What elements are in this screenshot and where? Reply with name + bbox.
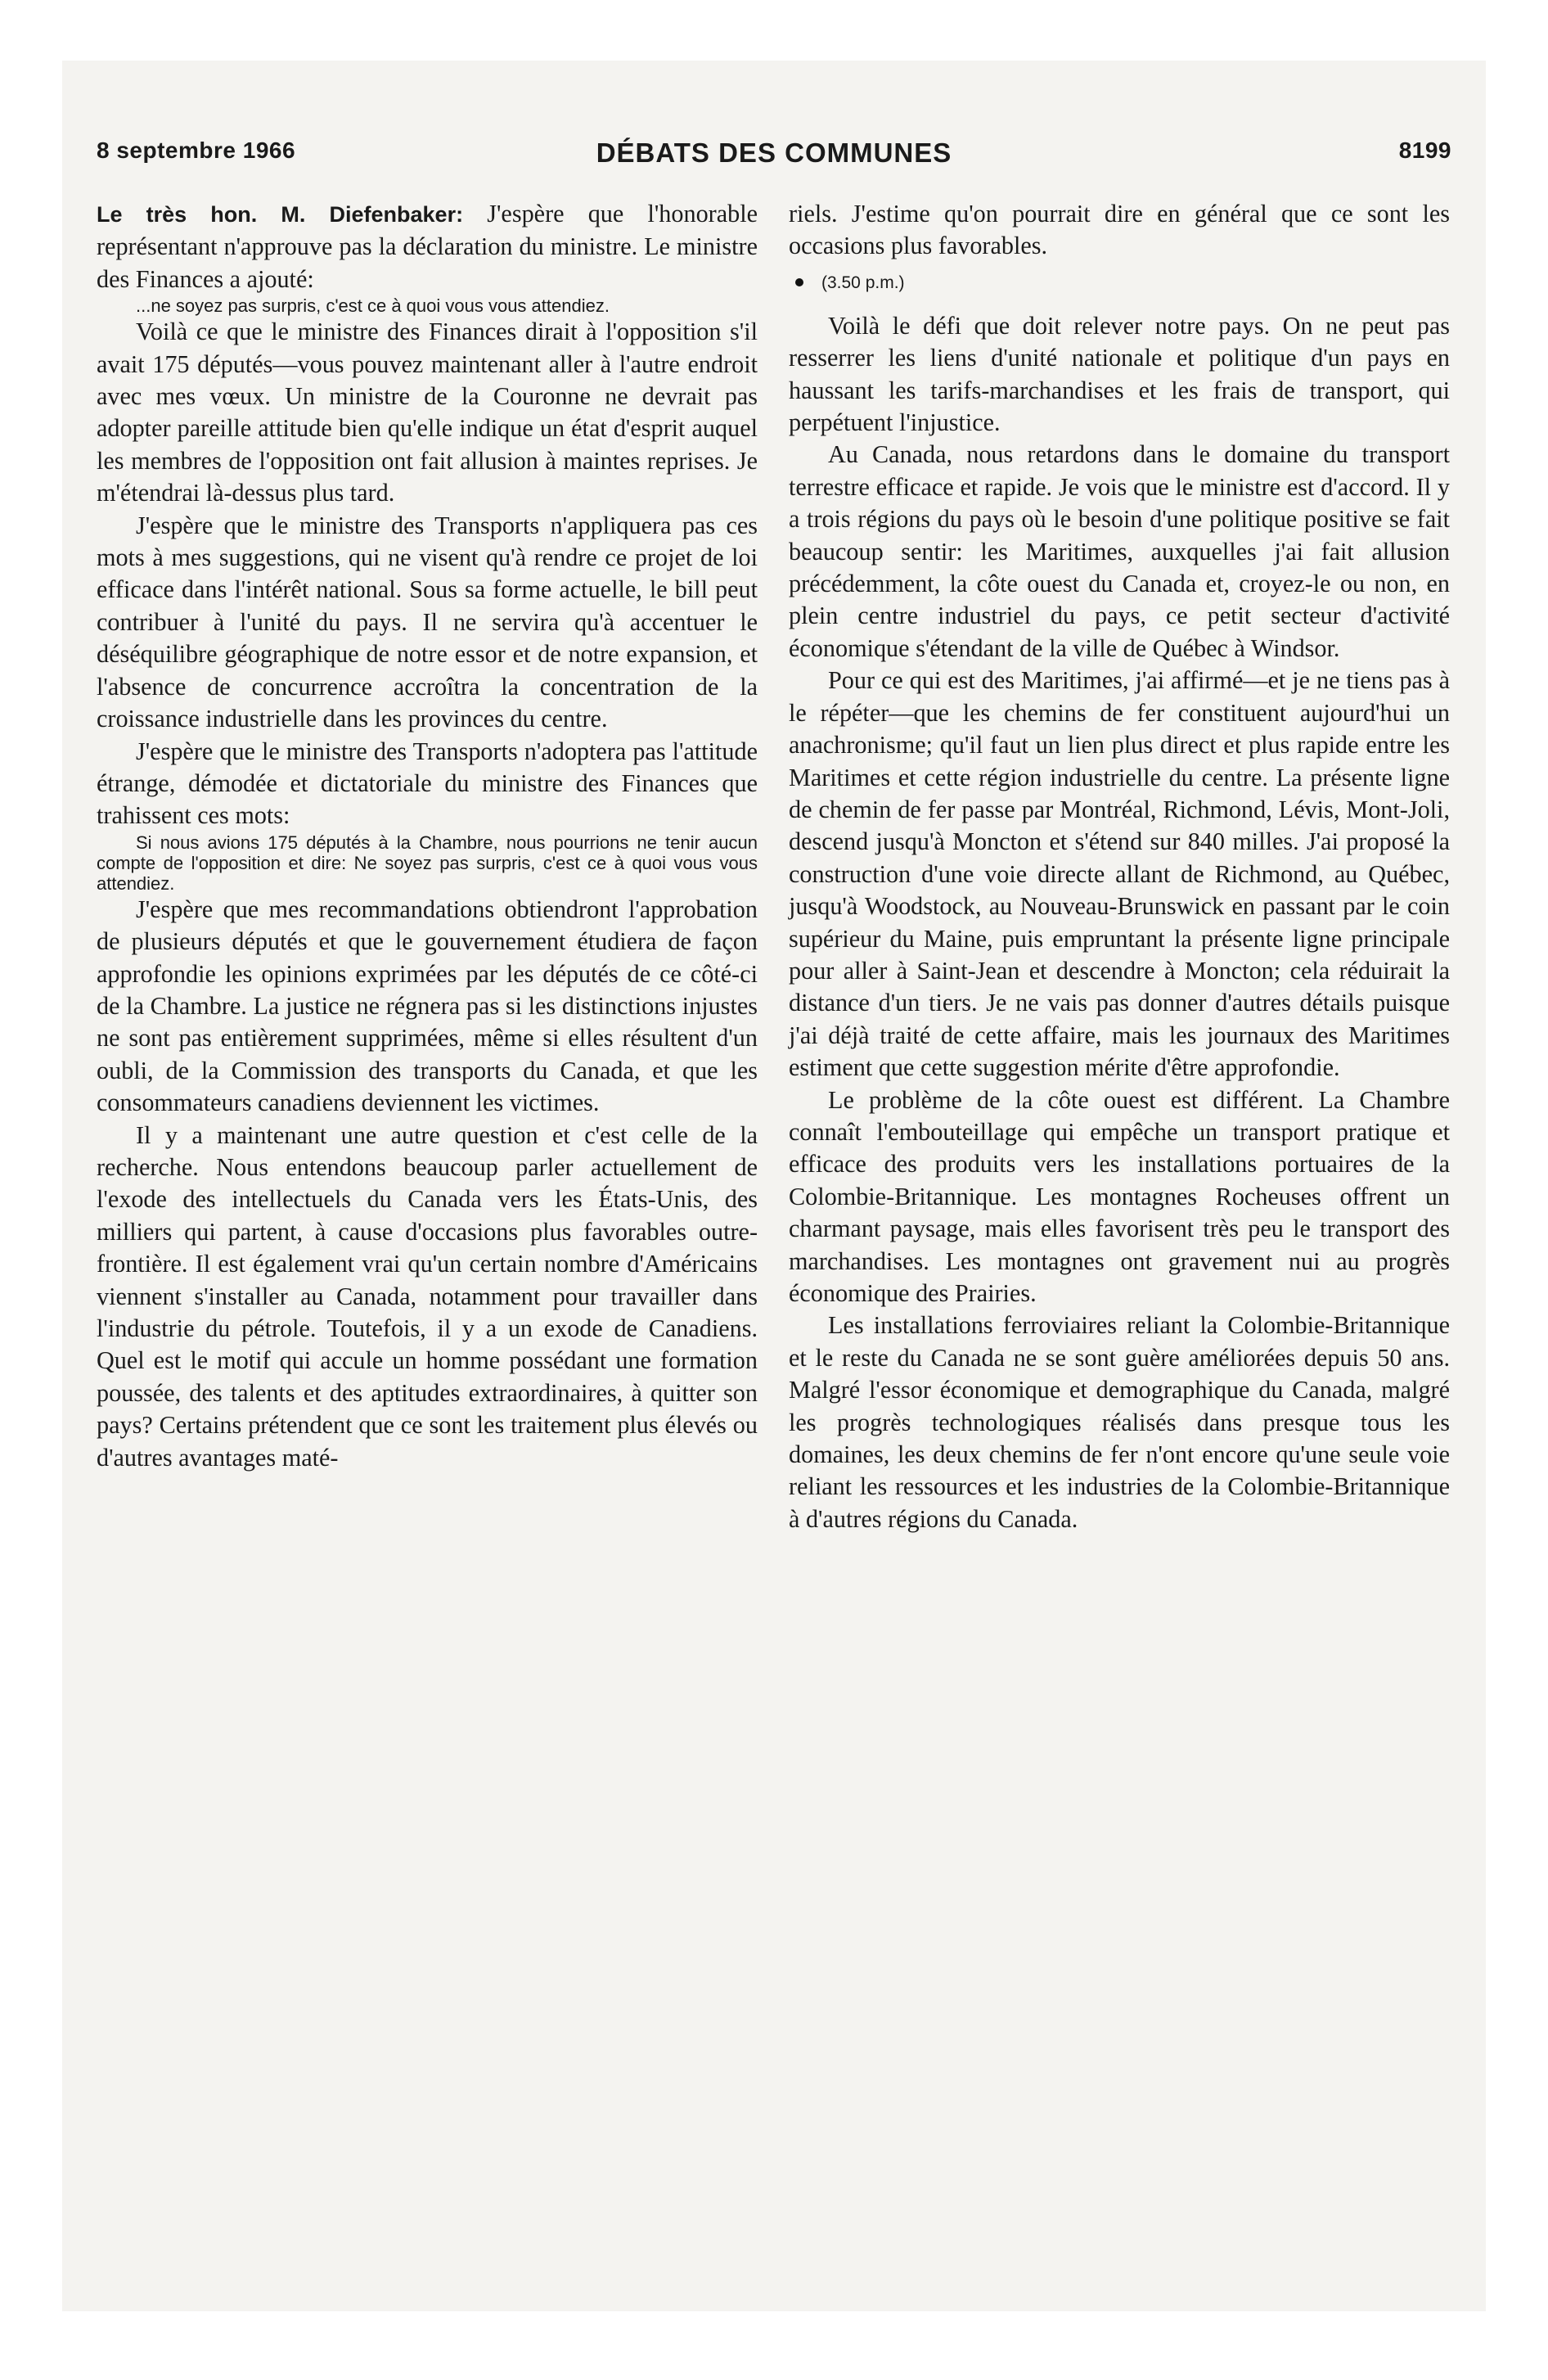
- right-column: [789, 198, 1450, 1535]
- paragraph: Voilà le défi que doit relever notre pays. On ne peut pas resserrer les liens d'unité nationale et politique d'un pays en haussant les tarifs-marchandises et les frais de transport, qui perpétuent l'injustice.: [789, 311, 1450, 437]
- paragraph: Au Canada, nous retardons dans le domaine du transport terrestre efficace et rapide. Je vois que le ministre est d'accord. Il y a trois régions du pays où le besoin d'une politique positive se fait beaucoup sentir: les Maritimes, auxquelles j'ai fait allusion précédemment, la côte ouest du Canada et, croyez-le ou non, en plein centre industriel du pays, ce petit secteur d'activité économique s'étendant de la ville de Québec à Windsor.: [789, 440, 1450, 662]
- page-number: 8199: [1398, 137, 1451, 163]
- header-title: DÉBATS DES COMMUNES: [596, 137, 952, 168]
- paragraph: J'espère que le ministre des Transports n'adoptera pas l'attitude étrange, démodée et dictatoriale du ministre des Finances que trahissent ces mots:: [97, 737, 758, 830]
- paragraph: Les installations ferroviaires reliant la Colombie-Britannique et le reste du Canada ne se sont guère améliorées depuis 50 ans. Malgré l'essor économique et demographique du Canada, malgré les progrès technologiques réalisés dans presque tous les domaines, les deux chemins de fer n'ont encore qu'une seule voie reliant les ressources et les industries de la Colombie-Britannique à d'autres régions du Canada.: [789, 1311, 1450, 1533]
- paragraph: Il y a maintenant une autre question et c'est celle de la recherche. Nous entendons beaucoup parler actuellement de l'exode des intellectuels du Canada vers les États-Unis, des milliers qui partent, à cause d'occasions plus favorables outre-frontière. Il est également vrai qu'un certain nombre d'Américains viennent s'installer au Canada, notamment pour travailler dans l'industrie du pétrole. Toutefois, il y a un exode de Canadiens. Quel est le motif qui accule un homme possédant une formation poussée, des talents et des aptitudes extraordinaires, à quitter son pays? Certains prétendent que ce sont les traitement plus élevés ou d'autres avantages maté-: [97, 1120, 758, 1472]
- paragraph: J'espère que le ministre des Transports n'appliquera pas ces mots à mes suggestions, qui ne visent qu'à rendre ce projet de loi efficace dans l'intérêt national. Sous sa forme actuelle, le bill peut contribuer à l'unité du pays. Il ne servira qu'à accentuer le déséquilibre géographique de notre essor et de notre expansion, et l'absence de concurrence accroîtra la concentration de la croissance industrielle dans les provinces du centre.: [97, 511, 758, 733]
- paragraph-text: J'espère que l'honorable représentant n'approuve pas la déclaration du ministre. Le ministre des Finances a ajouté:: [97, 200, 758, 293]
- page-header: [97, 137, 1451, 177]
- timestamp-text: (3.50 p.m.): [821, 273, 905, 292]
- block-quote: Si nous avions 175 députés à la Chambre, nous pourrions ne tenir aucun compte de l'opposition et dire: Ne soyez pas surpris, c'est ce à quoi vous vous attendiez.: [97, 832, 758, 894]
- timestamp: [789, 273, 1450, 294]
- paragraph-continuation: riels. J'estime qu'on pourrait dire en général que ce sont les occasions plus favorables.: [789, 200, 1450, 260]
- paragraph: Voilà ce que le ministre des Finances dirait à l'opposition s'il avait 175 députés—vous pouvez maintenant aller à l'autre endroit avec mes vœux. Un ministre de la Couronne ne devrait pas adopter pareille attitude bien qu'elle indique un état d'esprit auquel les membres de l'opposition ont fait allusion à maintes reprises. Je m'étendrai là-dessus plus tard.: [97, 318, 758, 507]
- paragraph: [97, 198, 758, 295]
- paragraph: Pour ce qui est des Maritimes, j'ai affirmé—et je ne tiens pas à le répéter—que les chemins de fer constituent aujourd'hui un anachronisme; qu'il faut un lien plus direct et plus rapide entre les Maritimes et cette région industrielle du centre. La présente ligne de chemin de fer passe par Montréal, Richmond, Lévis, Mont-Joli, descend jusqu'à Moncton et s'étend sur 840 milles. J'ai proposé la construction d'une voie directe allant de Richmond, au Québec, jusqu'à Woodstock, au Nouveau-Brunswick en passant par le coin supérieur du Maine, puis empruntant la présente ligne principale pour aller à Saint-Jean et descendre à Moncton; cela réduirait la distance d'un tiers. Je ne vais pas donner d'autres détails puisque j'ai déjà traité de cette affaire, mais les journaux des Maritimes estiment que cette suggestion mérite d'être approfondie.: [789, 666, 1450, 1082]
- paragraph: J'espère que mes recommandations obtiendront l'approbation de plusieurs députés et que le gouvernement étudiera de façon approfondie les opinions exprimées par les députés de ce côté-ci de la Chambre. La justice ne régnera pas si les distinctions injustes ne sont pas entièrement supprimées, même si elles résultent d'un oubli, de la Commission des transports du Canada, et que les consommateurs canadiens deviennent les victimes.: [97, 895, 758, 1117]
- left-column: [97, 198, 758, 1474]
- speaker-name: Le très hon. M. Diefenbaker:: [97, 202, 464, 227]
- paragraph: Le problème de la côte ouest est différent. La Chambre connaît l'embouteillage qui empêche un transport pratique et efficace des produits vers les installations portuaires de la Colombie-Britannique. Les montagnes Rocheuses offrent un charmant paysage, mais elles favorisent très peu le transport des marchandises. Les montagnes ont gravement nui au progrès économique des Prairies.: [789, 1085, 1450, 1307]
- header-date: 8 septembre 1966: [97, 137, 296, 163]
- bullet-icon: [795, 278, 803, 286]
- block-quote: ...ne soyez pas surpris, c'est ce à quoi vous vous attendiez.: [136, 295, 610, 317]
